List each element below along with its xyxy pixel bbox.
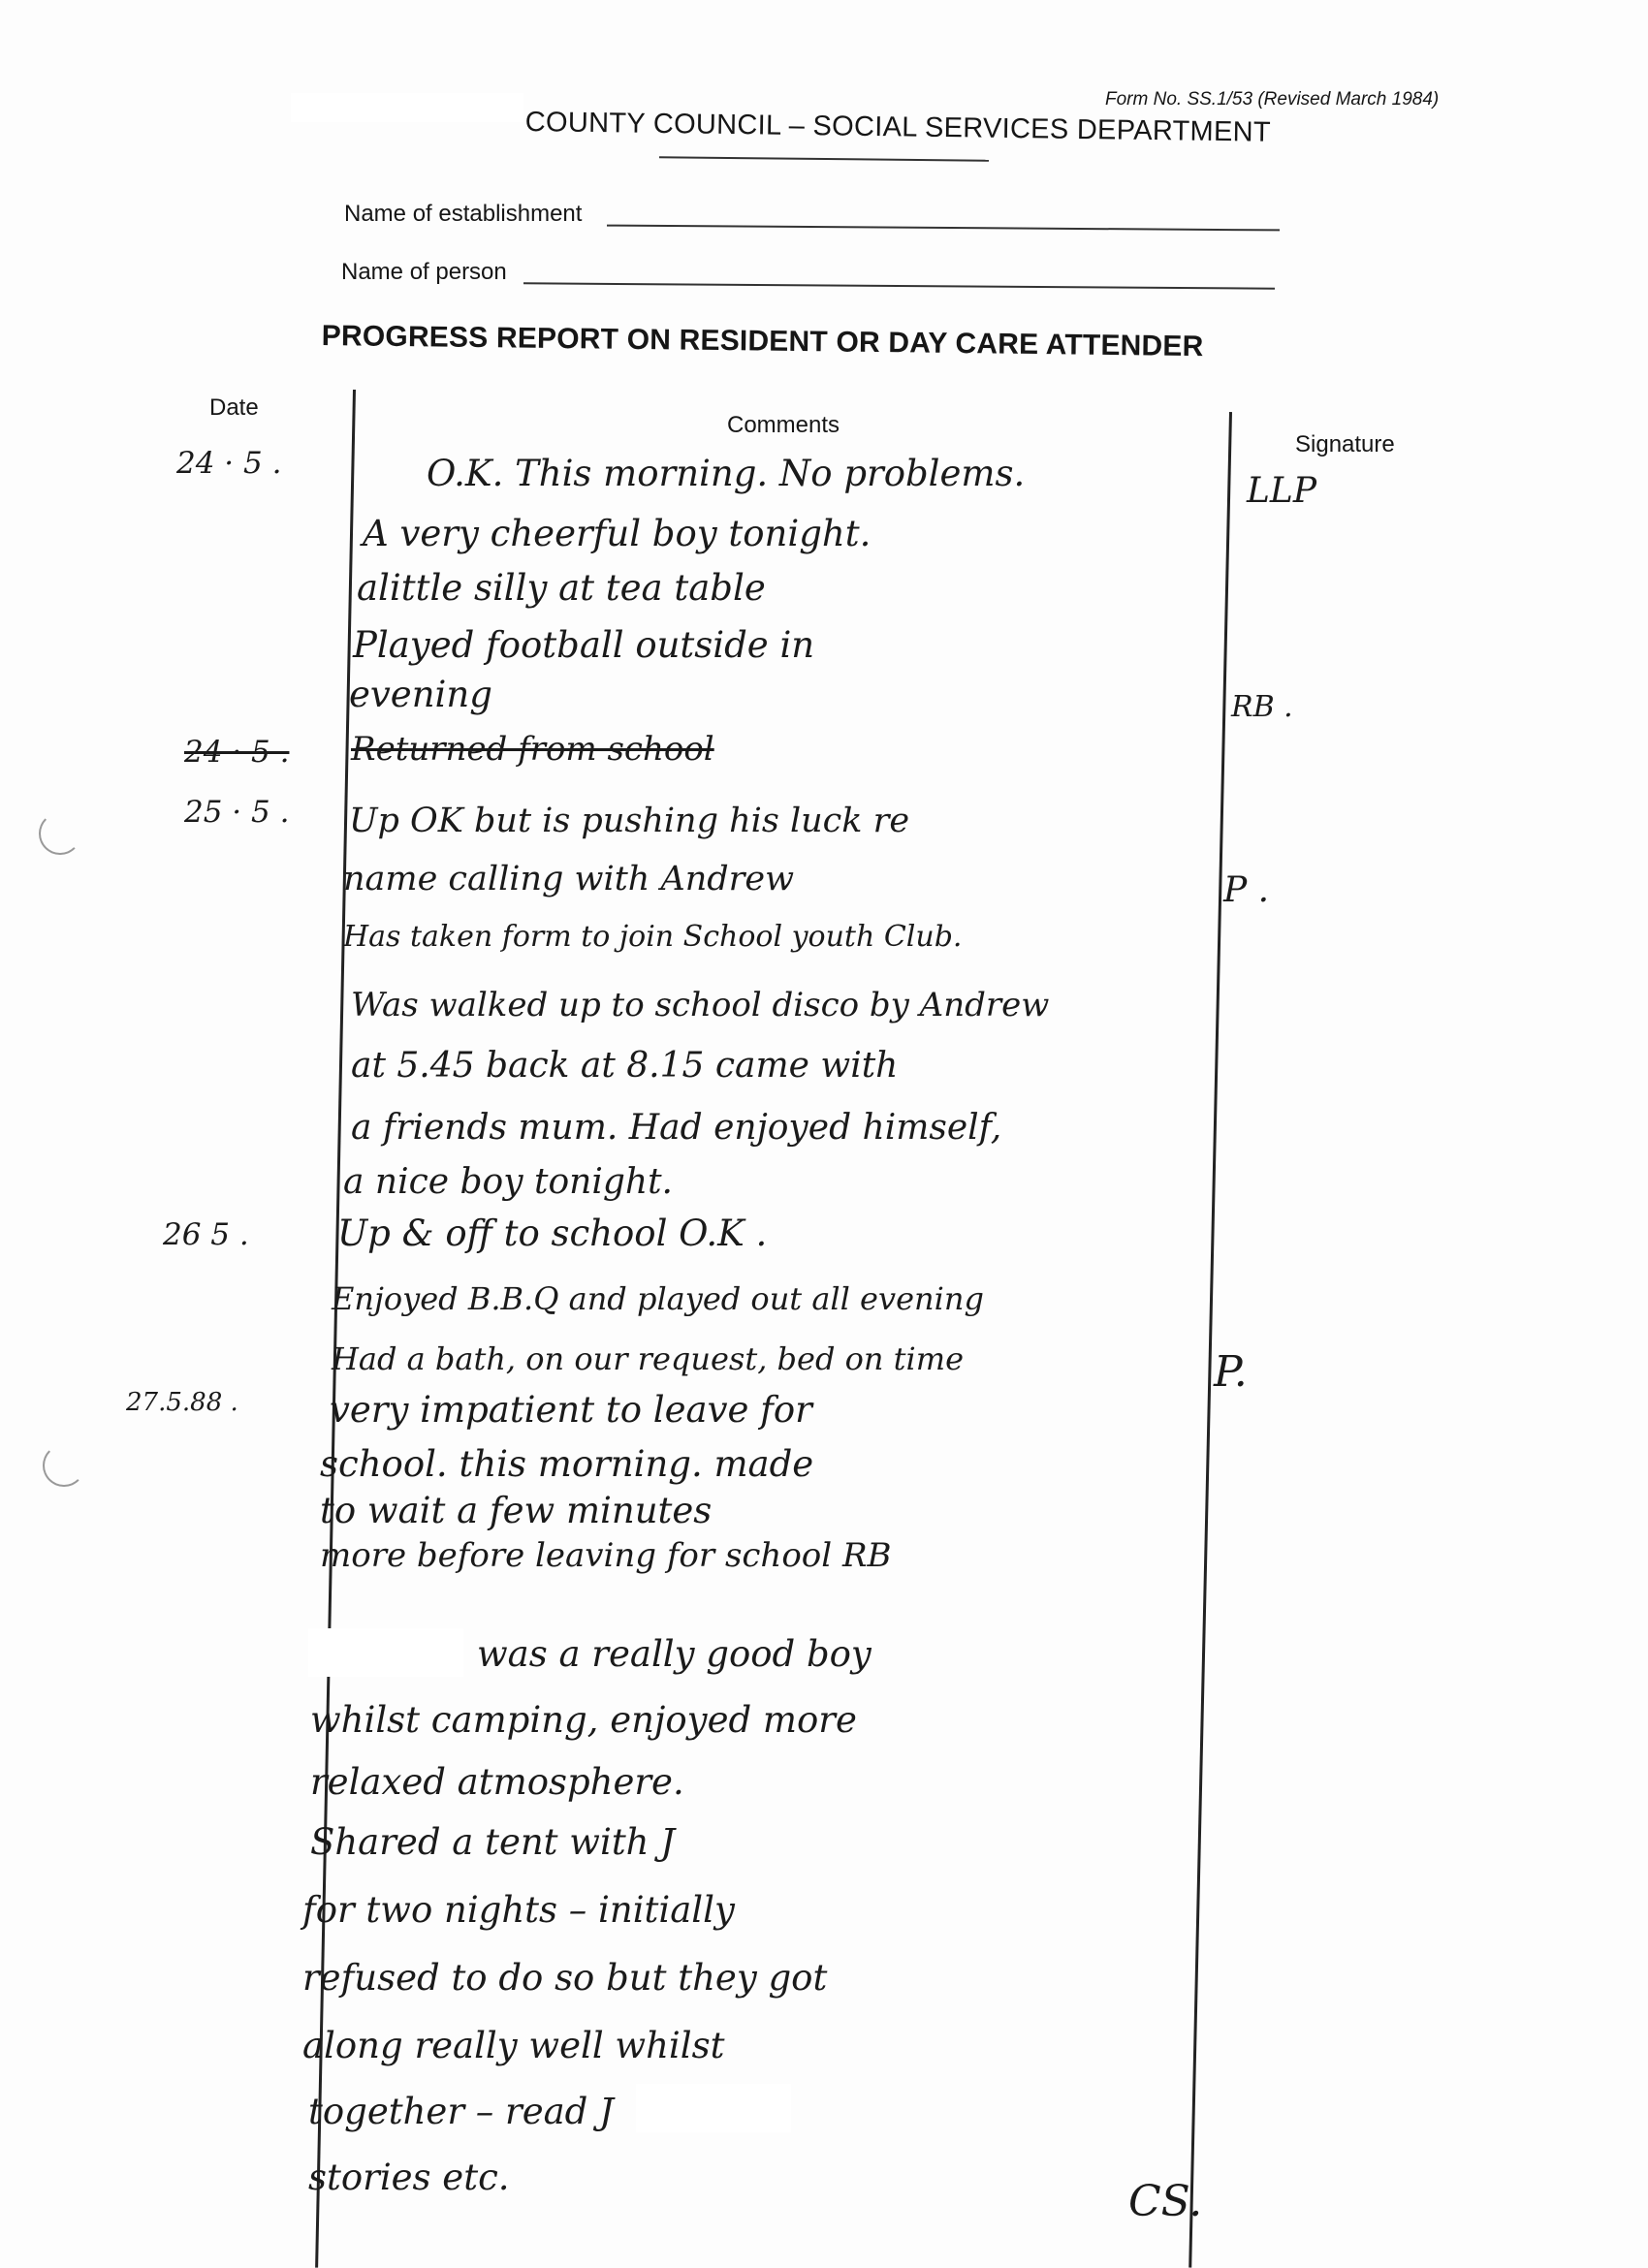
comment-line: Played football outside in — [353, 624, 815, 666]
comment-line: Up OK but is pushing his luck re — [349, 802, 910, 840]
comments-right-rule — [1188, 412, 1232, 2268]
comment-line: for two nights – initially — [302, 1889, 735, 1931]
signature: P. — [1214, 1347, 1248, 1397]
signature: CS. — [1128, 2177, 1203, 2226]
comment-line: school. this morning. made — [320, 1443, 814, 1485]
comment-line: together – read J — [308, 2091, 614, 2132]
department-heading: COUNTY COUNCIL – SOCIAL SERVICES DEPARTMENT — [524, 107, 1272, 148]
comment-line: Up & off to school O.K . — [337, 1213, 768, 1254]
person-label: Name of person — [341, 259, 507, 285]
comment-line: alittle silly at tea table — [357, 567, 766, 609]
comment-line: refused to do so but they got — [302, 1957, 828, 1999]
comment-line: Shared a tent with J — [310, 1821, 676, 1863]
comment-line: very impatient to leave for — [330, 1389, 812, 1431]
entry-date: 24 · 5 . — [184, 735, 290, 770]
comment-line: Enjoyed B.B.Q and played out all evening — [332, 1280, 984, 1317]
comment-line: name calling with Andrew — [343, 860, 795, 898]
comment-line: more before leaving for school RB — [320, 1536, 892, 1575]
signature: LLP — [1247, 471, 1317, 511]
comment-line: A very cheerful boy tonight. — [363, 513, 872, 554]
comment-line: Returned from school — [351, 730, 714, 769]
comment-line: along really well whilst — [302, 2025, 725, 2066]
comment-line: O.K. This morning. No problems. — [427, 453, 1026, 494]
redaction-mark — [636, 2084, 791, 2132]
establishment-line — [607, 225, 1280, 232]
comment-line: a nice boy tonight. — [343, 1162, 673, 1202]
entry-date: 25 · 5 . — [184, 795, 290, 830]
comment-line: Has taken form to join School youth Club. — [343, 920, 963, 954]
entry-date: 24 · 5 . — [176, 446, 282, 481]
comment-line: Had a bath, on our request, bed on time — [332, 1340, 965, 1377]
comment-line: Was walked up to school disco by Andrew — [351, 986, 1050, 1024]
comment-line: stories etc. — [308, 2157, 510, 2198]
redaction-mark — [308, 1628, 463, 1677]
comment-line: at 5.45 back at 8.15 came with — [351, 1046, 899, 1086]
heading-underline — [659, 156, 989, 162]
date-column-header: Date — [209, 394, 259, 421]
comment-line: to wait a few minutes — [320, 1490, 713, 1531]
redaction-mark — [291, 93, 523, 122]
person-line — [523, 282, 1275, 289]
signature-column-header: Signature — [1295, 431, 1395, 457]
report-title: PROGRESS REPORT ON RESIDENT OR DAY CARE ATTENDER — [321, 320, 1204, 363]
entry-date: 26 5 . — [163, 1217, 249, 1252]
comment-line: a friends mum. Had enjoyed himself, — [351, 1108, 1002, 1148]
comment-line: relaxed atmosphere. — [310, 1761, 684, 1803]
establishment-label: Name of establishment — [344, 201, 583, 227]
form-number: Form No. SS.1/53 (Revised March 1984) — [1105, 89, 1440, 110]
entry-date: 27.5.88 . — [126, 1388, 238, 1417]
signature: RB . — [1231, 690, 1293, 724]
punch-hole-mark — [39, 812, 81, 855]
comments-column-header: Comments — [727, 412, 840, 438]
comment-line: was a really good boy — [477, 1633, 872, 1675]
comment-line: whilst camping, enjoyed more — [310, 1699, 857, 1741]
signature: P . — [1223, 870, 1270, 910]
comment-line: evening — [349, 674, 492, 715]
punch-hole-mark — [43, 1444, 85, 1487]
